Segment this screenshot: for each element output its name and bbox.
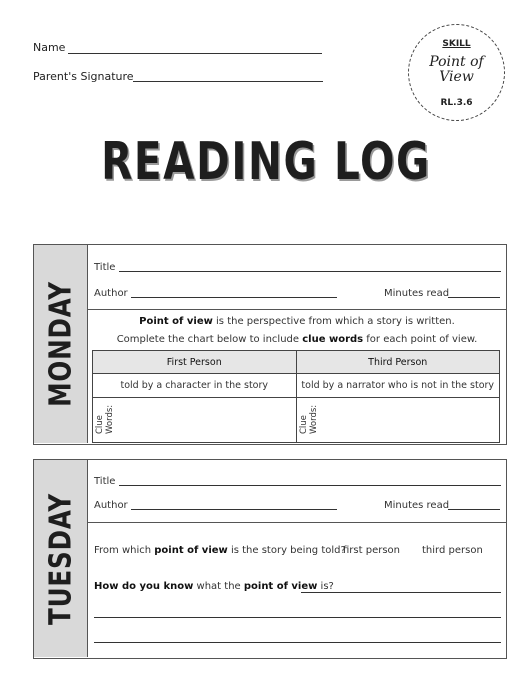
monday-author-field[interactable]: [131, 287, 337, 298]
pov-table: [92, 350, 500, 443]
q1-pre: From which: [94, 545, 155, 556]
monday-intro: [88, 316, 506, 327]
monday-instr-bold: clue words: [302, 334, 364, 345]
table-header-first-person: First Person: [93, 351, 297, 374]
skill-badge: [408, 24, 505, 121]
monday-title-field[interactable]: [119, 261, 501, 272]
tuesday-question-2: [94, 581, 334, 592]
page-title: READING LOG: [101, 132, 431, 192]
monday-minutes-field[interactable]: [448, 287, 500, 298]
tuesday-title-label: Title: [94, 476, 116, 487]
tuesday-divider: [88, 522, 506, 523]
table-header-third-person: Third Person: [296, 351, 500, 374]
clue-label-line1: Clue: [298, 415, 309, 434]
first-person-clue-cell[interactable]: [93, 398, 297, 443]
third-person-definition: told by a narrator who is not in the story: [296, 374, 500, 398]
name-field[interactable]: [68, 42, 322, 54]
tuesday-label: TUESDAY: [43, 492, 78, 625]
clue-label-line1: Clue: [95, 415, 105, 434]
table-definition-row: [93, 374, 500, 398]
third-person-clue-cell[interactable]: [296, 398, 500, 443]
q1-post: is the story being told?: [227, 545, 346, 556]
monday-instr-pre: Complete the chart below to include: [116, 334, 303, 345]
skill-heading: SKILL: [442, 39, 471, 49]
monday-title-label: Title: [94, 262, 116, 273]
name-label: Name: [33, 41, 66, 54]
tuesday-sidebar: [34, 460, 88, 657]
table-clue-row: [93, 398, 500, 443]
monday-intro-text: is the perspective from which a story is written.: [212, 316, 455, 327]
tuesday-author-label: Author: [94, 500, 128, 511]
q2-mid: what the: [193, 581, 244, 592]
monday-label: MONDAY: [43, 281, 78, 407]
monday-divider: [88, 309, 506, 310]
monday-instructions: [88, 334, 506, 345]
third-person-clue-label: [299, 405, 319, 434]
monday-section: [33, 244, 507, 445]
clue-label-line2: Words:: [105, 404, 115, 434]
clue-label-line2: Words:: [308, 404, 319, 434]
tuesday-section: [33, 459, 507, 659]
q2-bold-2: point of view: [243, 581, 318, 592]
signature-label: Parent's Signature: [33, 70, 134, 83]
answer-line-2[interactable]: [94, 606, 501, 618]
skill-code: RL.3.6: [440, 98, 473, 108]
answer-line-1[interactable]: [301, 581, 501, 593]
first-person-definition: told by a character in the story: [93, 374, 297, 398]
monday-intro-bold: Point of view: [139, 316, 213, 327]
answer-line-3[interactable]: [94, 631, 501, 643]
skill-name-line1: Point of: [429, 54, 484, 70]
table-header-row: [93, 351, 500, 374]
tuesday-minutes-field[interactable]: [448, 499, 500, 510]
signature-field[interactable]: [133, 70, 323, 82]
monday-minutes-label: Minutes read: [384, 288, 450, 299]
q2-post: is?: [317, 581, 334, 592]
monday-sidebar: [34, 245, 88, 443]
q1-bold: point of view: [154, 545, 228, 556]
tuesday-question-1: [94, 545, 346, 556]
first-person-clue-label: [95, 405, 115, 434]
monday-author-label: Author: [94, 288, 128, 299]
monday-instr-post: for each point of view.: [363, 334, 478, 345]
tuesday-minutes-label: Minutes read: [384, 500, 450, 511]
option-third-person[interactable]: third person: [422, 545, 483, 556]
skill-name: [409, 55, 504, 85]
option-first-person[interactable]: first person: [343, 545, 400, 556]
skill-name-line2: View: [439, 69, 474, 85]
tuesday-author-field[interactable]: [131, 499, 337, 510]
tuesday-title-field[interactable]: [119, 475, 501, 486]
q2-bold-1: How do you know: [94, 581, 194, 592]
